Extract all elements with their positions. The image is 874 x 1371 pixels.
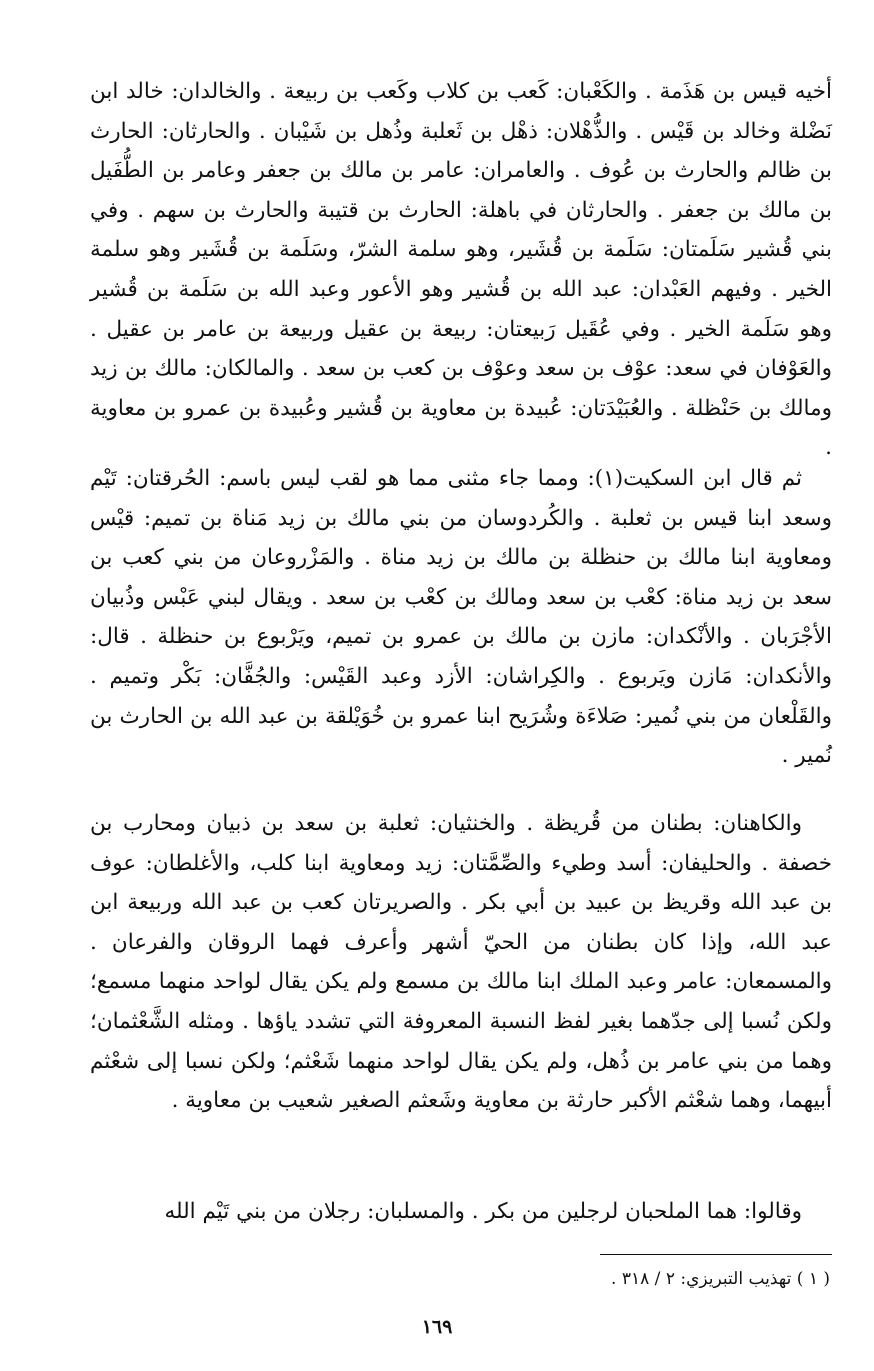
footnote-divider: [600, 1254, 832, 1255]
footnote: ( ١ ) تهذيب التبريزي: ٢ / ٣١٨ .: [611, 1269, 830, 1289]
paragraph-3: والكاهنان: بطنان من قُريظة . والخنثيان: ثعلبة بن سعد بن ذبيان ومحارب بن خصفة . والحليفان: أسد وطيء والصِّمَّتان: زيد ومعاوية ابنا كلب، والأغلطان: عوف بن عبد الله وقريظ بن عبيد بن أبي بكر . والصريرتان كعب بن عبد الله وربيعة ابن عبد الله، وإذا كان بطنان من الحيّ أشهر وأعرف فهما الروقان والفرعان . والمسمعان: عامر وعبد الملك ابنا مالك بن مسمع ولم يكن يقال لواحد منهما مسمع؛ ولكن نُسبا إلى جدّهما بغير لفظ النسبة المعروفة التي تشدد ياؤها . ومثله الشَّعْثمان؛ وهما من بني عامر بن ذُهل، ولم يكن يقال لواحد منهما شَعْثم؛ ولكن نسبا إلى شعْثم أبيهما، وهما شعْثم الأكبر حارثة بن معاوية وشَعثم الصغير شعيب بن معاوية .: [90, 811, 832, 1114]
page-number: ١٦٩: [421, 1316, 453, 1338]
paragraph-4: وقالوا: هما الملحبان لرجلين من بكر . والمسلبان: رجلان من بني تَيْم الله: [164, 1199, 802, 1224]
paragraph-2: ثم قال ابن السكيت(١): ومما جاء مثنى مما هو لقب ليس باسم: الحُرقتان: تَيْم وسعد ابنا قيس بن ثعلبة . والكُردوسان من بني مالك بن زيد مَناة بن تميم: قيْس ومعاوية ابنا مالك بن حنظلة بن مالك بن زيد مناة . والمَزْروعان من بني كعب بن سعد بن زيد مناة: كعْب بن سعد ومالك بن كعْب بن سعد . ويقال لبني عَبْس وذُبيان الأجْرَبان . والأنْكدان: مازن بن مالك بن عمرو بن تميم، ويَرْبوع بن حنظلة . قال: والأنكدان: مَازن ويَربوع . والكِراشان: الأزد وعبد القَيْس: والجُفَّان: بَكْر وتميم . والقَلْعان من بني نُمير: صَلاءَة وشُرَيح ابنا عمرو بن خُوَيْلقة بن عبد الله بن الحارث بن نُمير .: [90, 466, 832, 769]
paragraph-1: أخيه قيس بن هَذَمة . والكَعْبان: كَعب بن كلاب وكَعب بن ربيعة . والخالدان: خالد ابن نَضْلة وخالد بن قَيْس . والذُّهْلان: ذهْل بن ثَعلبة وذُهل بن شَيْبان . والحارثان: الحارث بن ظالم والحارث بن عُوف . والعامران: عامر بن مالك بن جعفر وعامر بن الطُّفَيل بن مالك بن جعفر . والحارثان في باهلة: الحارث بن قتيبة والحارث بن سهم . وفي بني قُشير سَلَمتان: سَلَمة بن قُشَير، وهو سلمة الشرّ، وسَلَمة بن قُشَير وهو سلمة الخير . وفيهم العَبْدان: عبد الله بن قُشير وهو الأعور وعبد الله بن سَلَمة بن قُشير وهو سَلَمة الخير . وفي عُقَيل رَبيعتان: ربيعة بن عقيل وربيعة بن عامر بن عقيل . والعَوْفان في سعد: عوْف بن سعد وعوْف بن كعب بن سعد . والمالكان: مالك بن زيد ومالك بن حَنْظلة . والعُبَيْدَتان: عُبيدة بن معاوية بن قُشير وعُبيدة بن عمرو بن معاوية .: [90, 79, 832, 461]
